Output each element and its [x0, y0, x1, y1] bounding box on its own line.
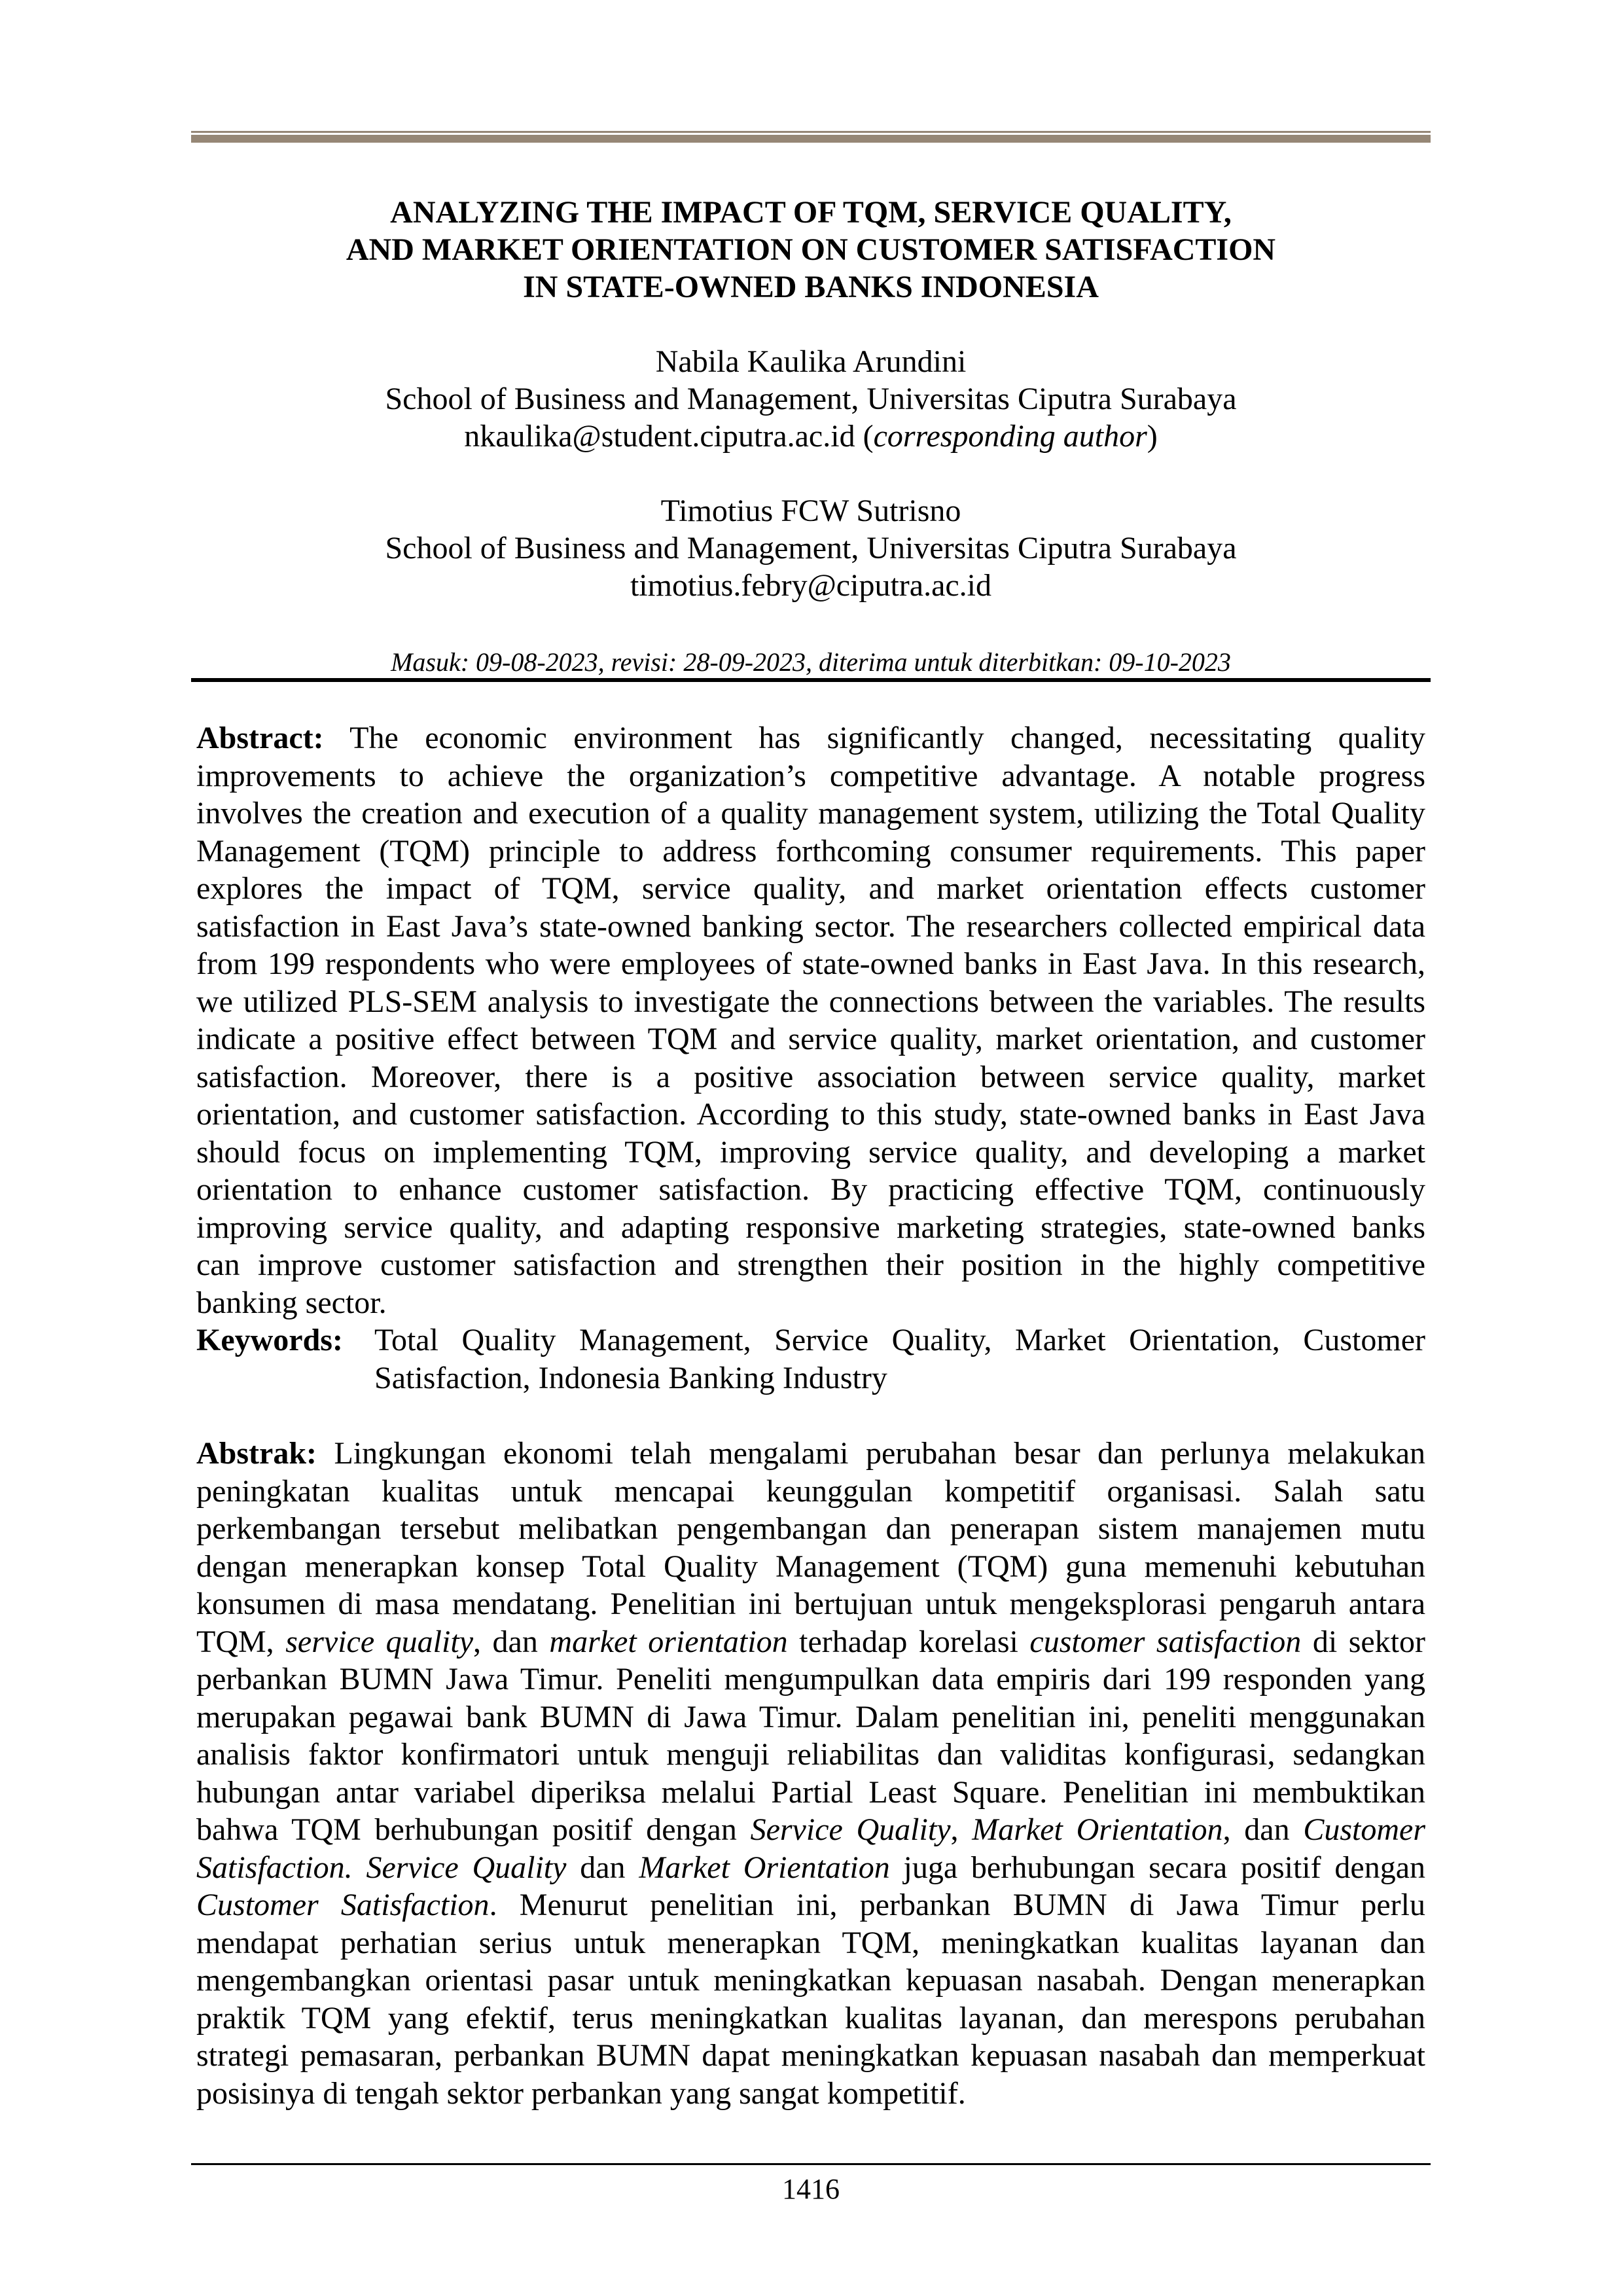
header-rule-thick — [191, 135, 1431, 143]
text-run: posisinya di tengah sektor perbankan yang sangat kompetitif. — [196, 2075, 966, 2111]
text-run: improving service quality, and adapting responsive marketing strategies, state-owned banks — [196, 1210, 1425, 1245]
text-run: hubungan antar variabel diperiksa melalui Partial Least Square. Penelitian ini membuktikan — [196, 1774, 1425, 1810]
paragraph-line — [196, 1473, 1425, 1511]
text-run: , dan — [1222, 1812, 1304, 1847]
paragraph-line — [196, 1246, 1425, 1284]
text-run: Management (TQM) principle to address forthcoming consumer requirements. This paper — [196, 833, 1425, 869]
paragraph-line — [196, 719, 1425, 757]
text-run: satisfaction in East Java’s state-owned banking sector. The researchers collected empirical data — [196, 908, 1425, 944]
text-run: perbankan BUMN Jawa Timur. Peneliti mengumpulkan data empiris dari 199 responden yang — [196, 1662, 1425, 1696]
paragraph-line — [196, 1548, 1425, 1586]
text-run: mengembangkan orientasi pasar untuk meningkatkan kepuasan nasabah. Dengan menerapkan — [196, 1963, 1425, 1998]
paragraph-line — [196, 983, 1425, 1021]
paragraph-line — [196, 1435, 1425, 1473]
text-run: praktik TQM yang efektif, terus meningkatkan kualitas layanan, dan merespons perubahan — [196, 2000, 1425, 2036]
author-name: Timotius FCW Sutrisno — [660, 493, 961, 528]
text-run: juga berhubungan secara positif dengan — [889, 1850, 1425, 1885]
paragraph-line — [196, 1698, 1425, 1736]
text-run: di sektor — [1301, 1624, 1425, 1659]
text-run: should focus on implementing TQM, improving service quality, and developing a market — [196, 1134, 1425, 1170]
paragraph-line — [196, 2075, 1425, 2113]
note-paren: ( — [855, 419, 874, 454]
paragraph-line — [196, 1811, 1425, 1849]
submission-dates: Masuk: 09-08-2023, revisi: 28-09-2023, diterima untuk diterbitkan: 09-10-2023 — [391, 647, 1231, 677]
text-run: dengan menerapkan konsep Total Quality Management (TQM) guna memenuhi kebutuhan — [196, 1549, 1425, 1584]
title-line: ANALYZING THE IMPACT OF TQM, SERVICE QUALITY, — [390, 195, 1232, 230]
paragraph-line — [196, 1774, 1425, 1812]
text-run: mendapat perhatian serius untuk menerapkan TQM, meningkatkan kualitas layanan dan — [196, 1925, 1425, 1960]
text-run: peningkatan kualitas untuk mencapai keunggulan kompetitif organisasi. Salah satu — [196, 1473, 1425, 1509]
paragraph-line — [196, 1660, 1425, 1698]
text-run: Lingkungan ekonomi telah mengalami perubahan besar dan perlunya melakukan — [317, 1436, 1425, 1471]
paragraph-line — [196, 757, 1425, 795]
text-run: konsumen di masa mendatang. Penelitian ini bertujuan untuk mengeksplorasi pengaruh antara — [196, 1587, 1425, 1621]
paragraph-line — [196, 1284, 1425, 1322]
author-affiliation: School of Business and Management, Universitas Ciputra Surabaya — [385, 382, 1237, 416]
paragraph-line — [196, 1849, 1425, 1887]
paragraph-line — [196, 1058, 1425, 1096]
corresponding-author-note: corresponding author — [873, 419, 1147, 454]
paragraph-line — [196, 2037, 1425, 2075]
text-run: , dan — [473, 1624, 550, 1659]
text-run: can improve customer satisfaction and strengthen their position in the highly competitive — [196, 1247, 1425, 1282]
paragraph-line — [196, 795, 1425, 833]
paragraph-line — [196, 1134, 1425, 1172]
paragraph-line — [196, 1585, 1425, 1623]
text-run: banking sector. — [196, 1285, 387, 1320]
text-run: involves the creation and execution of a quality management system, utilizing the Total Quality — [196, 796, 1425, 831]
paragraph-line — [196, 1623, 1425, 1661]
paragraph-line — [196, 945, 1425, 983]
text-run: indicate a positive effect between TQM and service quality, market orientation, and customer — [196, 1022, 1425, 1056]
italic-term: Service Quality — [750, 1812, 951, 1847]
paragraph-line — [196, 1510, 1425, 1548]
text-run: orientation, and customer satisfaction. According to this study, state-owned banks in East Java — [196, 1097, 1425, 1132]
title-line: AND MARKET ORIENTATION ON CUSTOMER SATISFACTION — [346, 232, 1276, 267]
text-run: perkembangan tersebut melibatkan pengembangan dan penerapan sistem manajemen mutu — [196, 1511, 1425, 1546]
text-run: TQM, — [196, 1624, 286, 1659]
text-run: orientation to enhance customer satisfaction. By practicing effective TQM, continuously — [196, 1172, 1425, 1207]
title-line: IN STATE-OWNED BANKS INDONESIA — [523, 270, 1099, 304]
paragraph-line — [196, 1096, 1425, 1134]
author-affiliation: School of Business and Management, Universitas Ciputra Surabaya — [385, 531, 1237, 565]
text-run: strategi pemasaran, perbankan BUMN dapat meningkatkan kepuasan nasabah dan memperkuat — [196, 2038, 1425, 2073]
text-run: satisfaction. Moreover, there is a positive association between service quality, market — [196, 1059, 1425, 1094]
header-divider — [191, 678, 1431, 682]
paragraph-line — [196, 833, 1425, 870]
text-run: dan — [566, 1850, 639, 1885]
italic-term: Customer — [1303, 1812, 1425, 1847]
paragraph-line — [196, 1209, 1425, 1247]
italic-term: Market Orientation — [972, 1812, 1223, 1847]
paragraph-line — [196, 1924, 1425, 1962]
header-rule-thin — [191, 131, 1431, 133]
italic-term: Customer Satisfaction — [196, 1888, 490, 1922]
paragraph-line — [196, 1171, 1425, 1209]
italic-term: Market Orientation — [639, 1850, 890, 1885]
italic-term: market orientation — [549, 1624, 788, 1659]
keywords-line: Satisfaction, Indonesia Banking Industry — [374, 1361, 887, 1395]
section-label: Abstrak: — [196, 1436, 317, 1471]
paragraph-line — [196, 870, 1425, 908]
text-run: terhadap korelasi — [787, 1624, 1030, 1659]
paragraph-line — [196, 908, 1425, 946]
text-run: improvements to achieve the organization’s competitive advantage. A notable progress — [196, 758, 1425, 793]
text-run: The economic environment has significantly changed, necessitating quality — [323, 721, 1425, 755]
paragraph-line — [196, 1962, 1425, 2000]
text-run: bahwa TQM berhubungan positif dengan — [196, 1812, 751, 1847]
italic-term: Satisfaction. Service Quality — [196, 1850, 567, 1885]
italic-term: customer satisfaction — [1029, 1624, 1302, 1659]
author-email[interactable]: timotius.febry@ciputra.ac.id — [630, 568, 992, 603]
author-email[interactable]: nkaulika@student.ciputra.ac.id — [464, 419, 855, 454]
author-email-line — [191, 418, 1431, 456]
footer-rule — [191, 2163, 1431, 2165]
text-run: explores the impact of TQM, service quality, and market orientation effects customer — [196, 871, 1425, 906]
page-number: 1416 — [782, 2173, 840, 2205]
text-run: analisis faktor konfirmatori untuk menguji reliabilitas dan validitas konfigurasi, sedangkan — [196, 1737, 1425, 1772]
author-name: Nabila Kaulika Arundini — [655, 344, 967, 379]
text-run: from 199 respondents who were employees of state-owned banks in East Java. In this research, — [196, 946, 1425, 981]
text-run: merupakan pegawai bank BUMN di Jawa Timur. Dalam penelitian ini, peneliti menggunakan — [196, 1699, 1425, 1734]
text-run: we utilized PLS-SEM analysis to investigate the connections between the variables. The results — [196, 984, 1425, 1019]
section-label: Abstract: — [196, 721, 324, 755]
paragraph-line — [196, 1020, 1425, 1058]
note-paren: ) — [1147, 419, 1158, 454]
text-run: . Menurut penelitian ini, perbankan BUMN di Jawa Timur perlu — [489, 1888, 1425, 1922]
text-run: , — [950, 1812, 972, 1847]
italic-term: service quality — [285, 1624, 473, 1659]
paragraph-line — [196, 1736, 1425, 1774]
keywords-label: Keywords: — [196, 1323, 343, 1357]
keywords-line: Total Quality Management, Service Quality, Market Orientation, Customer — [374, 1323, 1425, 1357]
paragraph-line — [196, 1886, 1425, 1924]
paragraph-line — [196, 2000, 1425, 2037]
